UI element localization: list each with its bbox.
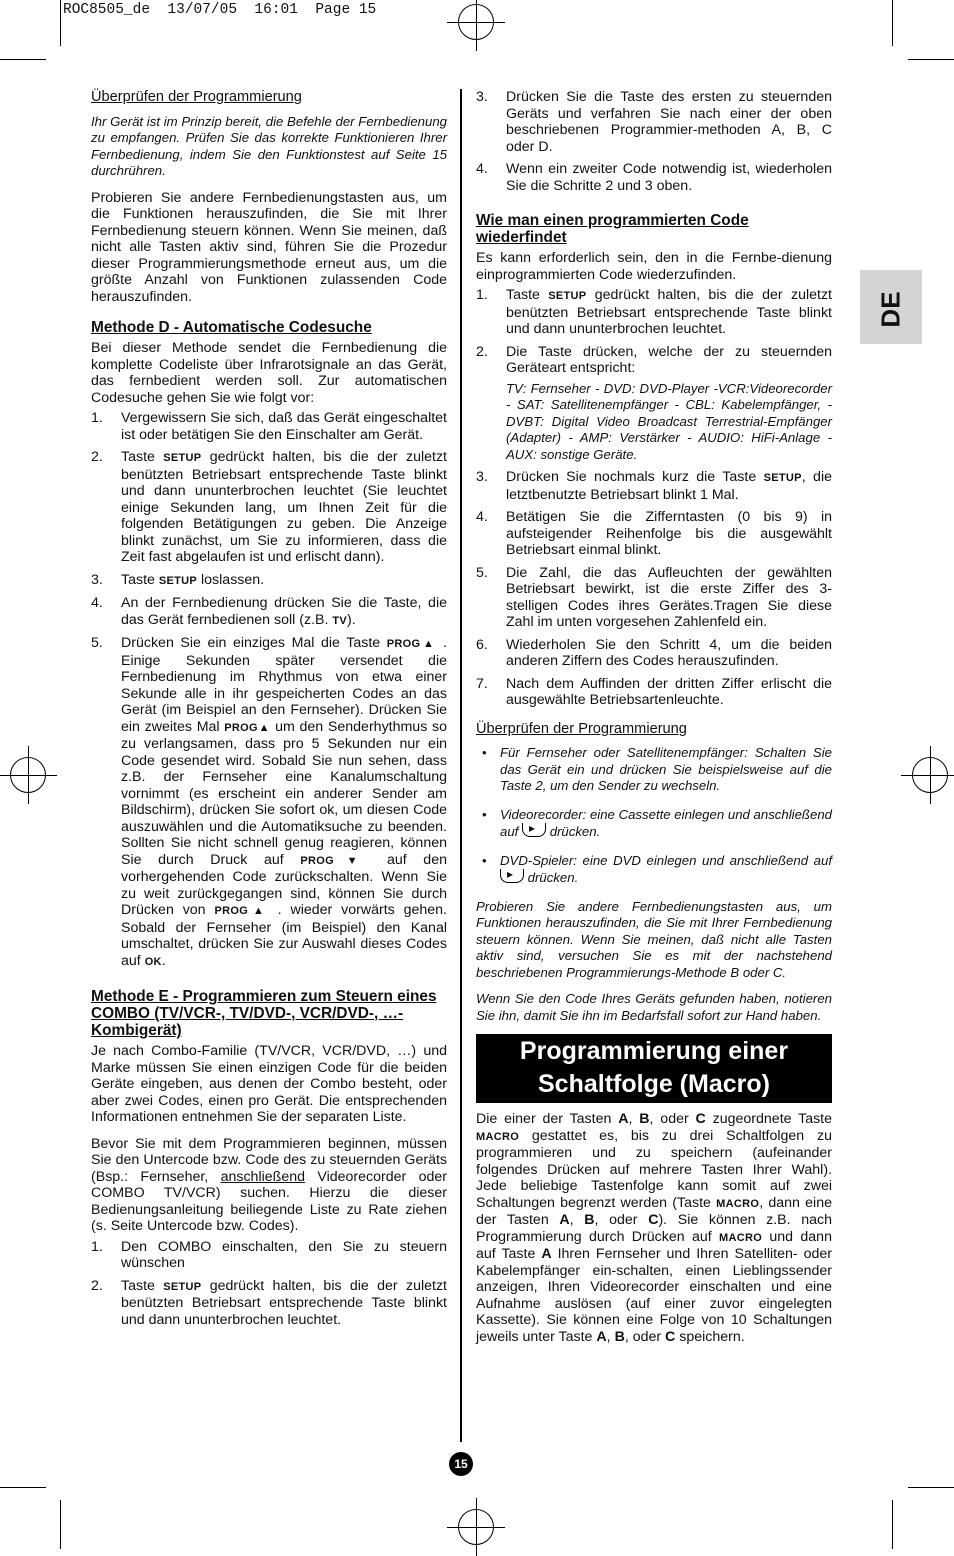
crop-mark-bottom-right-h xyxy=(908,1487,954,1488)
check-heading: Überprüfen der Programmierung xyxy=(91,89,302,105)
arrow-up-icon: ▲ xyxy=(248,905,269,917)
check-italic-note: Ihr Gerät ist im Prinzip bereit, die Befehle der Fernbedienung zu empfangen. Prüfen Sie das korrekte Funktionieren Ihrer Fernbedienung, indem Sie den Funktionstest auf Seite 15 durchrühren. xyxy=(91,113,447,178)
setup-key-label: SETUP xyxy=(763,472,802,484)
ok-key-label: OK xyxy=(144,955,162,968)
arrow-up-icon: ▲ xyxy=(420,638,437,650)
method-d-intro: Bei dieser Methode sendet die Fernbedienung die komplette Codeliste über Infrarotsignale an das Gerät, das fernbedient werden soll. Zur automatischen Codesuche gehen Sie wie folgt vor: xyxy=(91,340,447,406)
method-e-steps xyxy=(91,1239,447,1329)
try-keys-note: Probieren Sie andere Fernbedienungstasten aus, um Funktionen herauszufinden, die Sie mit Ihrer Fernbedienung steuern können. Wenn Sie meinen, daß nicht alle Tasten aktiv sind, versuchen Sie es mit der nachstehend beschriebenen Programmierungs-Methode B oder C. xyxy=(476,898,832,980)
list-item: 5. Die Zahl, die das Aufleuchten der gewählten Betriebsart bewirkt, ist die erste Ziffer des 3-stelligen Codes ihres Gerätes.Tragen Sie diese Zahl im unten vorgesehen Zahlenfeld ein. xyxy=(476,564,832,630)
arrow-up-icon: ▲ xyxy=(257,721,271,734)
list-item: 4. Betätigen Sie die Zifferntasten (0 bis 9) in aufsteigender Reihenfolge bis die ausgewählt Betriebsart einmal blinkt. xyxy=(476,509,832,558)
list-item: 7. Nach dem Auffinden der dritten Ziffer erlischt die ausgewählte Betriebsartenleuchte. xyxy=(476,675,832,708)
list-item: 3. Taste SETUP loslassen. xyxy=(91,571,265,588)
list-item: • Für Fernseher oder Satellitenempfänger: Schalten Sie das Gerät ein und drücken Sie beispielsweise auf die Taste 2, um den Sender zu wechseln. xyxy=(476,745,832,795)
list-item: 2. Taste SETUP gedrückt halten, bis die der zuletzt benützten Betriebsart entsprechende Taste blinkt und dann ununterbrochen leuchtet (Sie leuchtet einige Sekunden lang, um Ihnen Zeit für die folgenden Betätigungen zu geben. Die Anzeige blinkt zunächst, um Sie zu informieren, dass die Zeit fast abgelaufen ist und erlischt dann). xyxy=(91,449,447,565)
prog-key-label: PROG xyxy=(214,905,249,917)
method-e-heading: Methode E - Programmieren zum Steuern eines COMBO (TV/VCR-, TV/DVD-, VCR/DVD-, …-Kombigerät) xyxy=(91,988,437,1039)
left-column xyxy=(91,89,447,1338)
print-slug: ROC8505_de 13/07/05 16:01 Page 15 xyxy=(63,2,377,18)
macro-key-label: MACRO xyxy=(716,1197,760,1210)
prog-key-label: PROG xyxy=(300,854,334,867)
method-e-steps-continued xyxy=(476,89,832,194)
method-d-steps xyxy=(91,410,447,970)
check-bullets xyxy=(476,745,832,887)
page-number-badge: 15 xyxy=(449,1452,473,1476)
crop-mark-top-right-h xyxy=(908,59,954,60)
crop-mark-top-left-v xyxy=(60,0,61,46)
method-e-paragraph-1: Je nach Combo-Familie (TV/VCR, VCR/DVD, …) und Marke müssen Sie einen einzigen Code für die beiden Geräte eingeben, aus denen der Combo besteht, oder aber zwei Codes, einen pro Gerät. Die entsprechenden Informationen entnehmen Sie der separaten Liste. xyxy=(91,1043,447,1125)
macro-key-label: MACRO xyxy=(476,1130,520,1143)
play-icon xyxy=(522,823,546,837)
list-item: • DVD-Spieler: eine DVD einlegen und anschließend auf ▸ drücken. xyxy=(476,853,832,887)
list-item: 4. An der Fernbedienung drücken Sie die Taste, die das Gerät fernbedienen soll (z.B. TV). xyxy=(91,595,447,628)
column-divider xyxy=(460,89,462,1442)
check-paragraph: Probieren Sie andere Fernbedienungstasten aus, um die Funktionen herauszufinden, die Sie mit Ihrer Fernbedienung steuern können. Wenn Sie meinen, daß nicht alle Tasten aktiv sind, führen Sie die Prozedur dieser Programmierungsmethode erneut aus, um die größte Anzahl von Funktionen zulassenden Code herauszufinden. xyxy=(91,189,447,305)
play-icon xyxy=(500,869,524,883)
setup-key-label: SETUP xyxy=(158,574,198,587)
find-code-steps xyxy=(476,287,832,709)
prog-key-label: PROG xyxy=(386,638,421,650)
list-item: 2. Die Taste drücken, welche der zu steuernden Geräteart entspricht: TV: Fernseher - DVD: DVD-Player -VCR:Videorecorder - SAT: Satellitenempfänger - CBL: Kabelempfänger, - DVBT: Digital Video Broadcast Terrestrial-Empfänger (Adapter) - AMP: Verstärker - AUDIO: HiFi-Anlage - AUX: sonstige Geräte. xyxy=(476,343,832,462)
list-item: 1. Taste SETUP gedrückt halten, bis die der zuletzt benützten Betriebsart entsprechende Taste blinkt und dann ununterbrochen leuchtet. xyxy=(476,287,832,337)
crop-mark-top-left-h xyxy=(0,59,46,60)
arrow-down-icon: ▼ xyxy=(333,854,371,867)
list-item: 2. Taste SETUP gedrückt halten, bis die der zuletzt benützten Betriebsart entsprechende Taste blinkt und dann ununterbrochen leuchtet. xyxy=(91,1277,447,1328)
crop-mark-top-right-v xyxy=(892,0,893,46)
registration-mark-top xyxy=(458,4,494,40)
device-types-note: TV: Fernseher - DVD: DVD-Player -VCR:Videorecorder - SAT: Satellitenempfänger - CBL: Kabelempfänger, - DVBT: Digital Video Broadcast Terrestrial-Empfänger (Adapter) - AMP: Verstärker - AUDIO: HiFi-Anlage - AUX: sonstige Geräte. xyxy=(506,380,832,462)
registration-mark-bottom xyxy=(458,1509,494,1545)
registration-mark-left xyxy=(10,757,46,793)
find-code-intro: Es kann erforderlich sein, den in die Fernbe-dienung einprogrammierten Code wiederzufinden. xyxy=(476,250,832,283)
setup-key-label: SETUP xyxy=(163,452,202,464)
note-code-hint: Wenn Sie den Code Ihres Geräts gefunden haben, notieren Sie ihn, damit Sie ihn im Bedarfsfall sofort zur Hand haben. xyxy=(476,991,832,1023)
macro-section-banner: Programmierung einer Schaltfolge (Macro) xyxy=(476,1034,832,1103)
crop-mark-bottom-left-h xyxy=(0,1487,46,1488)
setup-key-label: SETUP xyxy=(548,290,587,302)
method-e-paragraph-2: Bevor Sie mit dem Programmieren beginnen, müssen Sie den Untercode bzw. Code des zu steuernden Geräts (Bsp.: Fernseher, anschließend Videorecorder oder COMBO TV/VCR) suchen. Hierzu die dieser Bedienungsanleitung beiliegende Liste zu Rate ziehen (s. Seite Untercode bzw. Codes). xyxy=(91,1135,447,1234)
macro-paragraph: Die einer der Tasten A, B, oder C zugeordnete Taste MACRO gestattet es, bis zu drei Schaltfolgen zu programmieren und zu speichern (aufeinander folgendes Drücken auf mehrere Tasten Ihrer Wahl). Jede beliebige Tastenfolge kann somit auf zwei Schaltungen begrenzt werden (Taste MACRO, dann eine der Tasten A, B, oder C). Sie können z.B. nach Programmierung durch Drücken auf MACRO und dann auf Taste A Ihren Fernseher und Ihren Satelliten- oder Kabelempfänger ein-schalten, einen Lieblingssender anzeigen, Ihren Videorecorder einschalten und eine Aufnahme auslösen (auf einer zuvor eingelegten Kassette). Sie können eine Folge von 10 Schaltungen jeweils unter Taste A, B, oder C speichern. xyxy=(476,1111,833,1345)
find-code-heading: Wie man einen programmierten Code wiederfindet xyxy=(476,212,749,246)
crop-mark-bottom-right-v xyxy=(892,1500,893,1549)
crop-mark-bottom-left-v xyxy=(60,1500,61,1549)
list-item: • Videorecorder: eine Cassette einlegen und anschließend auf ▸ drücken. xyxy=(476,807,832,841)
list-item: 1. Vergewissern Sie sich, daß das Gerät eingeschaltet ist oder betätigen Sie den Einschalter am Gerät. xyxy=(91,410,447,443)
prog-key-label: PROG xyxy=(224,721,258,734)
macro-key-label: MACRO xyxy=(719,1231,763,1244)
language-tab: DE xyxy=(860,270,922,344)
list-item: 5. Drücken Sie ein einziges Mal die Taste PROG▲ . Einige Sekunden später versendet die Fernbedienung im Rhythmus von etwa einer Sekunde alle in ihr gespeicherten Codes an das Gerät (im Beispiel an den Fernseher). Drücken Sie ein zweites Mal PROG▲ um den Senderhythmus so zu verlangsamen, dass pro 5 Sekunden nur ein Code gesendet wird. Sobald Sie nun sehen, dass z.B. der Fernseher eine Kanalumschaltung vornimmt (es erscheint ein anderer Sender am Bildschirm), drücken Sie sofort ok, um diesen Code auszuwählen und die Automatiksuche zu beenden. Sollten Sie nicht schnell genug reagieren, können Sie durch Druck auf PROG▼ auf den vorhergehenden Code zurückschalten. Wenn Sie zu weit zurückgegangen sind, können Sie durch Drücken von PROG▲ . wieder vorwärts gehen. Sobald der Fernseher (im Beispiel) den Kanal umschaltet, drücken Sie zur Auswahl dieses Codes auf OK. xyxy=(91,635,448,969)
list-item: 3. Drücken Sie nochmals kurz die Taste SETUP, die letztbenutzte Betriebsart blinkt 1 Mal. xyxy=(476,469,832,503)
method-d-heading: Methode D - Automatische Codesuche xyxy=(91,319,372,336)
list-item: 6. Wiederholen Sie den Schritt 4, um die beiden anderen Ziffern des Codes herauszufinden. xyxy=(476,636,832,669)
list-item: 4. Wenn ein zweiter Code notwendig ist, wiederholen Sie die Schritte 2 und 3 oben. xyxy=(476,161,832,194)
right-column xyxy=(476,89,832,1355)
list-item: 1. Den COMBO einschalten, den Sie zu steuern wünschen xyxy=(91,1238,447,1271)
setup-key-label: SETUP xyxy=(163,1280,202,1293)
list-item: 3. Drücken Sie die Taste des ersten zu steuernden Geräts und verfahren Sie nach einer der oben beschriebenen Programmier-methoden A, B, C oder D. xyxy=(476,89,832,155)
tv-key-label: TV xyxy=(332,614,348,627)
registration-mark-right xyxy=(912,757,948,793)
check2-heading: Überprüfen der Programmierung xyxy=(476,720,687,737)
